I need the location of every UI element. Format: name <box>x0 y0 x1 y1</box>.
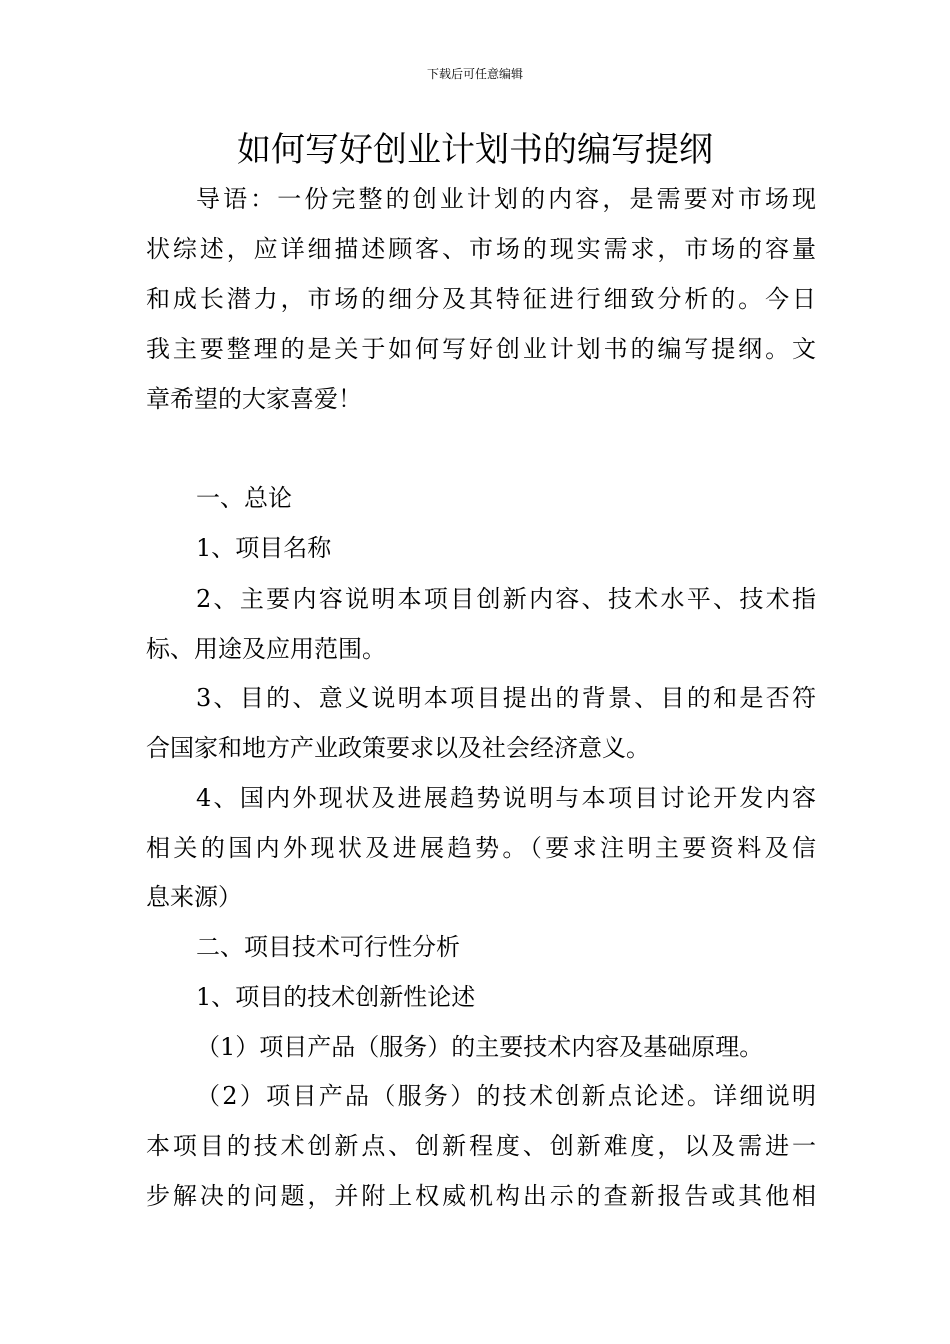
paragraph-line: 步解决的问题，并附上权威机构出示的查新报告或其他相 <box>146 1182 816 1210</box>
list-item-heading: 1、项目名称 <box>196 534 332 562</box>
document-title: 如何写好创业计划书的编写提纲 <box>237 130 713 170</box>
paragraph-line: 2、主要内容说明本项目创新内容、技术水平、技术指 <box>196 585 816 613</box>
paragraph-line: （1）项目产品（服务）的主要技术内容及基础原理。 <box>196 1033 764 1061</box>
paragraph-line: 相关的国内外现状及进展趋势。（要求注明主要资料及信 <box>146 834 816 862</box>
intro-line: 和成长潜力，市场的细分及其特征进行细致分析的。今日 <box>146 285 816 313</box>
paragraph-line: 合国家和地方产业政策要求以及社会经济意义。 <box>146 734 650 762</box>
intro-line: 我主要整理的是关于如何写好创业计划书的编写提纲。文 <box>146 335 816 363</box>
page-header-note: 下载后可任意编辑 <box>426 67 523 81</box>
paragraph-line: 息来源） <box>146 883 242 911</box>
paragraph-line: 本项目的技术创新点、创新程度、创新难度，以及需进一 <box>146 1132 816 1160</box>
paragraph-line: 3、目的、意义说明本项目提出的背景、目的和是否符 <box>196 684 816 712</box>
intro-line: 导语：一份完整的创业计划的内容，是需要对市场现 <box>196 185 816 213</box>
paragraph-line: 标、用途及应用范围。 <box>146 635 386 663</box>
intro-line: 章希望的大家喜爱！ <box>146 385 362 413</box>
section-heading: 一、总论 <box>196 484 292 512</box>
intro-line: 状综述，应详细描述顾客、市场的现实需求，市场的容量 <box>146 235 816 263</box>
paragraph-line: 4、国内外现状及进展趋势说明与本项目讨论开发内容 <box>196 784 816 812</box>
list-item-heading: 1、项目的技术创新性论述 <box>196 983 476 1011</box>
section-heading: 二、项目技术可行性分析 <box>196 933 460 961</box>
paragraph-line: （2）项目产品（服务）的技术创新点论述。详细说明 <box>196 1082 816 1110</box>
